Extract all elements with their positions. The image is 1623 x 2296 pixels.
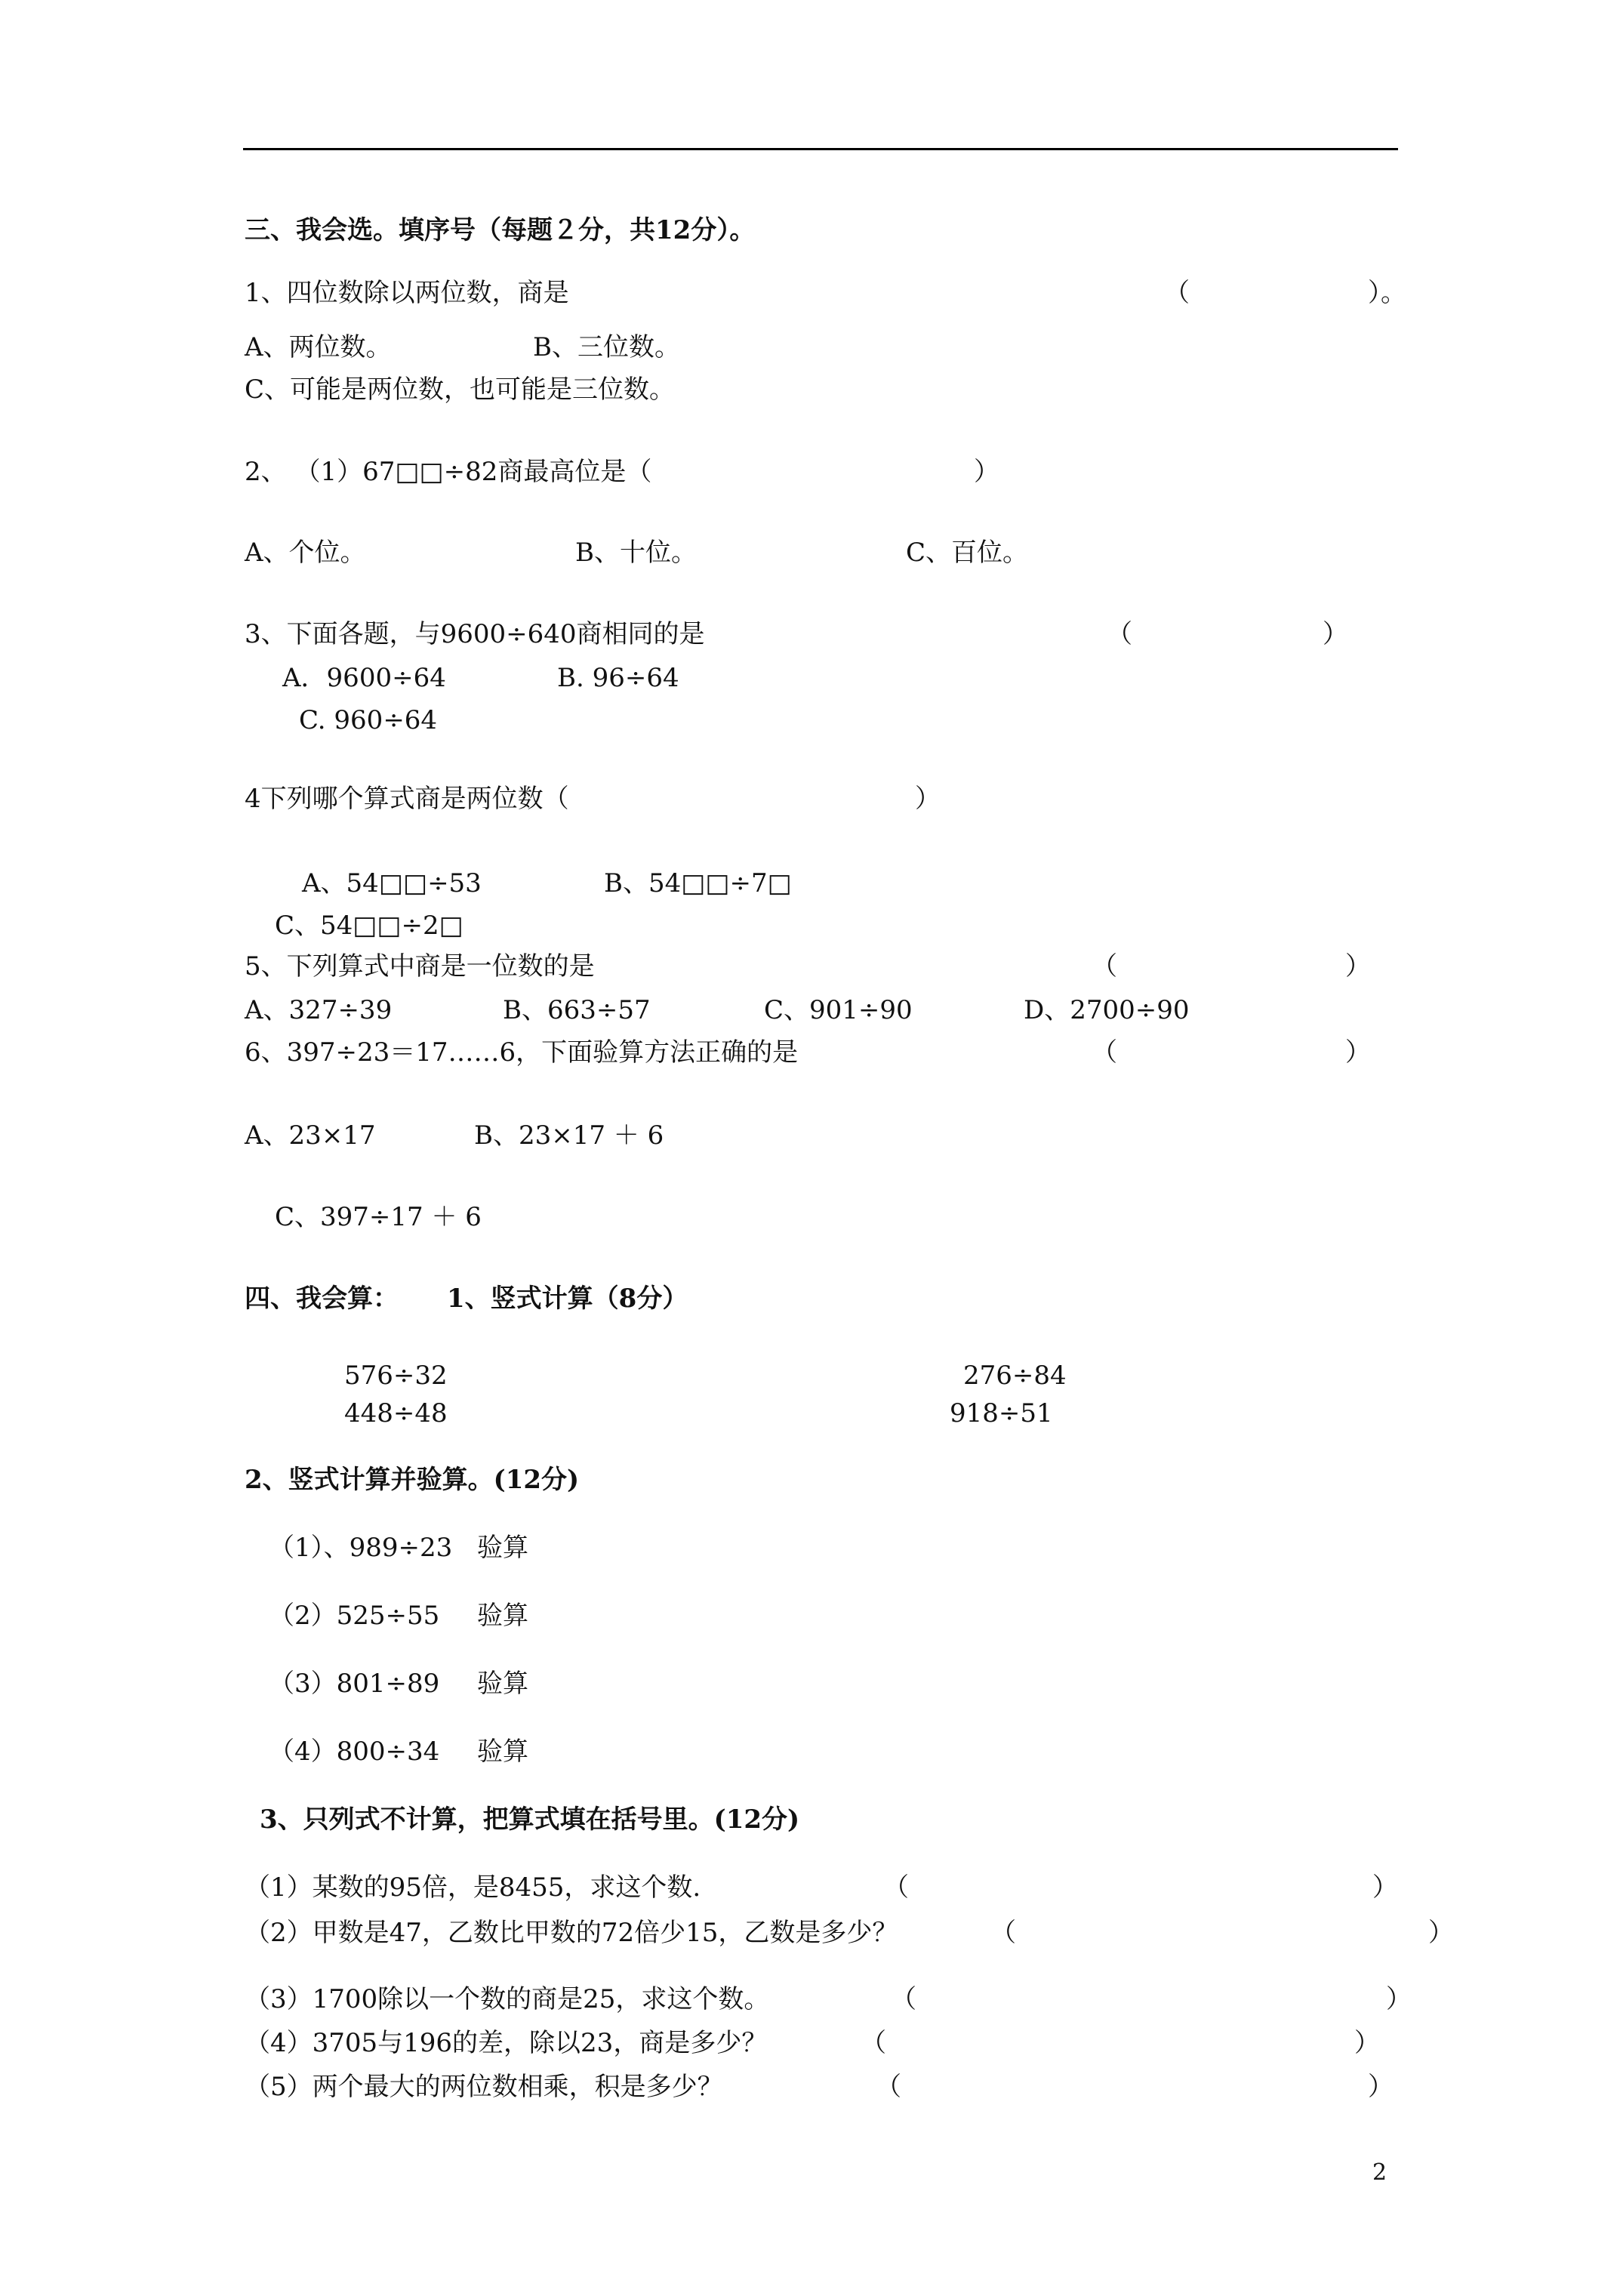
q1-option-b: B、三位数。 [533,332,680,362]
q6-bracket-open: （ [1092,1037,1117,1068]
section3-heading: 三、我会选。填序号（每题２分，共12分）。 [245,215,756,245]
word-problem-bracket-close: ） [1428,1918,1454,1948]
verify-item-expr: （1）、989÷23 [269,1533,453,1563]
q3-option-a: A．9600÷64 [282,663,446,693]
q6-stem: 6、397÷23＝17……6，下面验算方法正确的是 [245,1037,799,1068]
header-rule [243,148,1398,150]
section4-sub2-title: 2、竖式计算并验算。(12分) [245,1465,580,1495]
word-problem-bracket-open: （ [876,2072,901,2102]
q6-bracket-close: ） [1345,1037,1371,1068]
calc-item: 576÷32 [344,1361,448,1391]
q2-option-a: A、个位。 [245,538,366,568]
section4-heading: 四、我会算： [245,1284,399,1314]
verify-item-check: 验算 [477,1737,528,1767]
q3-bracket-close: ） [1323,619,1348,649]
q3-option-c: C. 960÷64 [299,705,438,735]
word-problem-text: （2）甲数是47，乙数比甲数的72倍少15，乙数是多少？ [245,1918,898,1948]
word-problem-bracket-close: ） [1368,2072,1394,2102]
q1-bracket-open: （ [1164,278,1190,308]
verify-item-expr: （2）525÷55 [269,1601,440,1631]
q1-option-c: C、可能是两位数，也可能是三位数。 [245,374,676,405]
section4-sub1-title: 1、竖式计算（8分） [447,1284,688,1314]
word-problem-text: （3）1700除以一个数的商是25，求这个数。 [245,1984,770,2014]
word-problem-text: （1）某数的95倍，是8455，求这个数. [245,1872,701,1903]
word-problem-bracket-open: （ [861,2028,886,2058]
q2-stem: 2、 （1）67□□÷82商最高位是（ [245,457,652,487]
word-problem-text: （5）两个最大的两位数相乘，积是多少？ [245,2072,723,2102]
page-number: 2 [1372,2159,1387,2186]
word-problem-bracket-close: ） [1354,2028,1380,2058]
q4-option-b: B、54□□÷7□ [604,868,792,898]
q3-bracket-open: （ [1107,619,1132,649]
q6-option-a: A、23×17 [245,1120,376,1151]
q5-bracket-open: （ [1092,951,1117,982]
verify-item-expr: （4）800÷34 [269,1737,440,1767]
q6-option-b: B、23×17 ＋ 6 [474,1120,664,1151]
word-problem-bracket-open: （ [883,1872,909,1903]
q2-option-c: C、百位。 [906,538,1029,568]
q4-option-a: A、54□□÷53 [302,868,482,898]
word-problem-bracket-open: （ [891,1984,916,2014]
calc-item: 918÷51 [950,1398,1053,1428]
calc-item: 448÷48 [344,1398,448,1428]
q6-option-c: C、397÷17 ＋ 6 [275,1202,482,1232]
q4-bracket-close: ） [915,784,941,814]
word-problem-bracket-open: （ [990,1918,1016,1948]
word-problem-text: （4）3705与196的差，除以23，商是多少？ [245,2028,768,2058]
q4-stem: 4下列哪个算式商是两位数（ [245,784,569,814]
word-problem-bracket-close: ） [1386,1984,1412,2014]
q5-option-b: B、663÷57 [503,995,651,1025]
section4-sub3-title: 3、只列式不计算，把算式填在括号里。(12分) [260,1804,800,1835]
q5-option-c: C、901÷90 [764,995,913,1025]
q5-option-a: A、327÷39 [245,995,393,1025]
calc-item: 276÷84 [963,1361,1067,1391]
word-problem-bracket-close: ） [1372,1872,1398,1903]
q4-option-c: C、54□□÷2□ [275,911,463,941]
verify-item-check: 验算 [477,1601,528,1631]
q2-bracket-close: ） [974,457,999,487]
q1-option-a: A、两位数。 [245,332,392,362]
q1-bracket-close: ）。 [1368,278,1406,308]
q5-stem: 5、下列算式中商是一位数的是 [245,951,595,982]
q5-option-d: D、2700÷90 [1024,995,1190,1025]
q3-option-b: B. 96÷64 [557,663,679,693]
q1-stem: 1、四位数除以两位数，商是 [245,278,569,308]
verify-item-check: 验算 [477,1669,528,1699]
verify-item-check: 验算 [477,1533,528,1563]
q3-stem: 3、下面各题，与9600÷640商相同的是 [245,619,705,649]
q2-option-b: B、十位。 [575,538,697,568]
verify-item-expr: （3）801÷89 [269,1669,440,1699]
q5-bracket-close: ） [1345,951,1371,982]
